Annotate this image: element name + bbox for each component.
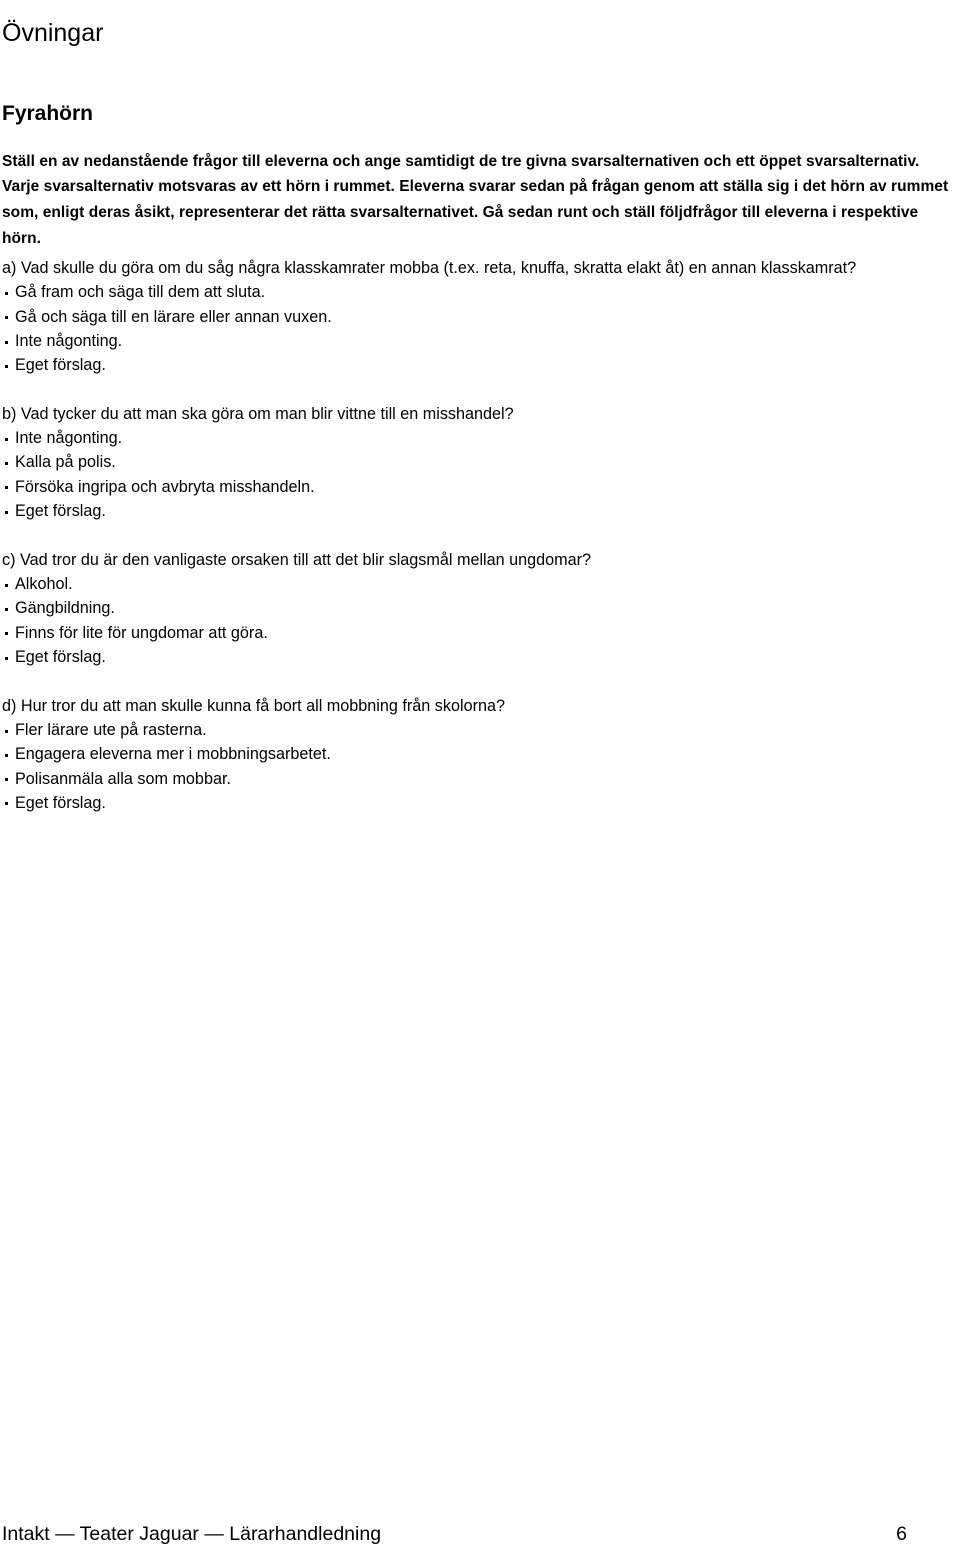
bullet-icon [5, 341, 8, 344]
bullet-icon [5, 511, 8, 514]
alternative-label: Gå fram och säga till dem att sluta. [15, 283, 266, 302]
alternatives-list [2, 280, 957, 377]
question-block [2, 402, 957, 523]
alternatives-list [2, 426, 957, 523]
alternative-item [2, 475, 957, 499]
bullet-icon [5, 754, 8, 757]
alternative-item [2, 426, 957, 450]
alternative-item [2, 767, 957, 791]
alternative-label: Finns för lite för ungdomar att göra. [15, 623, 268, 642]
bullet-icon [5, 316, 8, 319]
alternative-label: Alkohol. [15, 575, 73, 594]
alternative-item [2, 353, 957, 377]
alternative-item [2, 305, 957, 329]
alternative-label: Eget förslag. [15, 356, 106, 375]
alternative-item [2, 329, 957, 353]
alternative-label: Inte någonting. [15, 331, 123, 350]
section-heading: Fyrahörn [2, 102, 94, 126]
bullet-icon [5, 292, 8, 295]
question-text: d) Hur tror du att man skulle kunna få bort all mobbning från skolorna? [2, 696, 505, 715]
alternative-label: Eget förslag. [15, 793, 106, 812]
alternative-label: Polisanmäla alla som mobbar. [15, 769, 231, 788]
question-block [2, 256, 957, 377]
bullet-icon [5, 730, 8, 733]
alternative-item [2, 596, 957, 620]
bullet-icon [5, 462, 8, 465]
bullet-icon [5, 438, 8, 441]
intro-paragraph: Ställ en av nedanstående frågor till eleverna och ange samtidigt de tre givna svarsalternativen och ett öppet svarsalternativ. Varje svarsalternativ motsvaras av ett hörn i rummet. Eleverna svarar sedan på frågan genom att ställa sig i det hörn av rummet som, enligt deras åsikt, representerar det rätta svarsalternativet. Gå sedan runt och ställ följdfrågor till eleverna i respektive hörn. [2, 152, 949, 247]
alternatives-list [2, 572, 957, 669]
alternative-item [2, 499, 957, 523]
question-text: b) Vad tycker du att man ska göra om man blir vittne till en misshandel? [2, 404, 514, 423]
alternative-label: Kalla på polis. [15, 453, 116, 472]
bullet-icon [5, 608, 8, 611]
page-footer [2, 1521, 907, 1547]
bullet-icon [5, 802, 8, 805]
page-title: Övningar [2, 18, 104, 47]
footer-text: Intakt — Teater Jaguar — Lärarhandledning [2, 1523, 382, 1545]
alternative-item [2, 572, 957, 596]
question-block [2, 548, 957, 669]
alternative-label: Försöka ingripa och avbryta misshandeln. [15, 477, 315, 496]
alternative-label: Gå och säga till en lärare eller annan vuxen. [15, 307, 332, 326]
alternative-item [2, 742, 957, 766]
alternative-item [2, 718, 957, 742]
bullet-icon [5, 365, 8, 368]
bullet-icon [5, 778, 8, 781]
alternative-label: Engagera eleverna mer i mobbningsarbetet. [15, 745, 331, 764]
alternative-label: Gängbildning. [15, 599, 115, 618]
alternative-label: Eget förslag. [15, 502, 106, 521]
bullet-icon [5, 486, 8, 489]
alternative-item [2, 621, 957, 645]
question-block [2, 694, 957, 815]
page-number: 6 [896, 1523, 907, 1545]
question-text: a) Vad skulle du göra om du såg några klasskamrater mobba (t.ex. reta, knuffa, skratta elakt åt) en annan klasskamrat? [2, 259, 857, 277]
bullet-icon [5, 657, 8, 660]
alternative-label: Inte någonting. [15, 429, 123, 448]
bullet-icon [5, 584, 8, 587]
alternatives-list [2, 718, 957, 815]
questions-section [2, 256, 957, 840]
alternative-item [2, 280, 957, 304]
alternative-item [2, 450, 957, 474]
alternative-item [2, 791, 957, 815]
alternative-label: Eget förslag. [15, 647, 106, 666]
question-text: c) Vad tror du är den vanligaste orsaken till att det blir slagsmål mellan ungdomar? [2, 550, 592, 569]
alternative-item [2, 645, 957, 669]
bullet-icon [5, 632, 8, 635]
alternative-label: Fler lärare ute på rasterna. [15, 720, 207, 739]
